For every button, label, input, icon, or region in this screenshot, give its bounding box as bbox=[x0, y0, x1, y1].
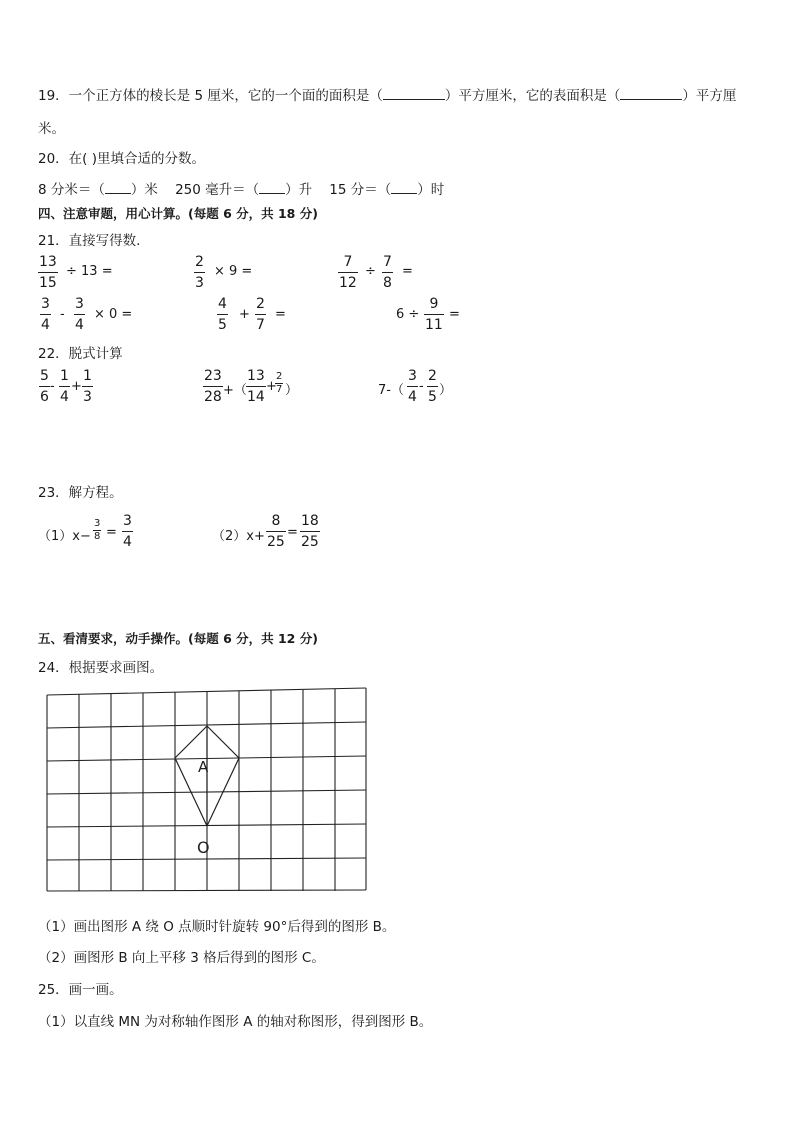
q23-e2-fraction-1: 8 25 bbox=[267, 513, 285, 550]
q24-grid-figure bbox=[40, 686, 374, 894]
q23-title: 23．解方程。 bbox=[38, 485, 123, 501]
q20-title: 20．在( )里填合适的分数。 bbox=[38, 151, 206, 167]
q21-r2a-fraction-2: 3 4 bbox=[75, 296, 84, 333]
q21-r2c-op: = bbox=[449, 307, 460, 322]
q22-b-op2: + bbox=[266, 379, 277, 394]
q21-r1c-fraction-1: 7 12 bbox=[339, 254, 357, 291]
q22-b-fraction-2: 13 14 bbox=[247, 368, 265, 405]
q20-blank-2[interactable] bbox=[259, 180, 285, 194]
section5-heading: 五、看清要求，动手操作。(每题 6 分，共 12 分) bbox=[38, 631, 318, 646]
q20-blank-3[interactable] bbox=[391, 180, 417, 194]
q20-blanks-line: 8 分米＝（ ）米 250 毫升＝（ ）升 15 分＝（ ）时 bbox=[38, 182, 445, 198]
label-o: O bbox=[197, 838, 210, 857]
q25-title: 25．画一画。 bbox=[38, 982, 123, 998]
q25-sub1: （1）以直线 MN 为对称轴作图形 A 的轴对称图形，得到图形 B。 bbox=[38, 1014, 433, 1030]
q21-r1b-op: × 9 = bbox=[214, 264, 253, 279]
q23-e1-pre: （1）x− bbox=[38, 529, 91, 544]
q22-b-close: ） bbox=[285, 383, 299, 398]
q23-e1-fraction-1: 3 8 bbox=[94, 518, 101, 542]
q22-title: 22．脱式计算 bbox=[38, 346, 123, 362]
label-a: A bbox=[198, 758, 209, 776]
q22-c-pre: 7-（ bbox=[378, 383, 404, 398]
q21-r2b-op: = bbox=[275, 307, 286, 322]
q22-b-fraction-3: 2 7 bbox=[276, 371, 283, 395]
section4-heading: 四、注意审题，用心计算。(每题 6 分，共 18 分) bbox=[38, 206, 318, 221]
q21-r1c-mid: ÷ bbox=[365, 264, 376, 279]
q24-sub2: （2）画图形 B 向上平移 3 格后得到的图形 C。 bbox=[38, 950, 325, 966]
q19-blank-face-area[interactable] bbox=[383, 86, 445, 100]
q19-blank-surface-area[interactable] bbox=[620, 86, 682, 100]
q21-r1c-fraction-2: 7 8 bbox=[383, 254, 392, 291]
q22-a-fraction-3: 1 3 bbox=[83, 368, 92, 405]
q21-r1a-op: ÷ 13 = bbox=[66, 264, 113, 279]
q20-blank-1[interactable] bbox=[105, 180, 131, 194]
q21-r2a-op: × 0 = bbox=[94, 307, 133, 322]
q21-r1a-fraction: 13 15 bbox=[39, 254, 57, 291]
q22-a-op1: - bbox=[50, 379, 55, 394]
q21-r2c-fraction: 9 11 bbox=[425, 296, 443, 333]
q19-line1: 19．一个正方体的棱长是 5 厘米，它的一个面的面积是（ ）平方厘米，它的表面积是（ ）平方厘 bbox=[38, 88, 737, 104]
q22-c-fraction-2: 2 5 bbox=[428, 368, 437, 405]
q23-e2-pre: （2）x+ bbox=[212, 529, 265, 544]
q23-e1-eq: = bbox=[106, 525, 117, 540]
q22-c-close: ） bbox=[439, 383, 453, 398]
q24-sub1: （1）画出图形 A 绕 O 点顺时针旋转 90°后得到的图形 B。 bbox=[38, 919, 396, 935]
q22-c-fraction-1: 3 4 bbox=[408, 368, 417, 405]
q22-a-fraction-2: 1 4 bbox=[60, 368, 69, 405]
q21-r2a-fraction-1: 3 4 bbox=[41, 296, 50, 333]
q22-a-fraction-1: 5 6 bbox=[40, 368, 49, 405]
q22-b-fraction-1: 23 28 bbox=[204, 368, 222, 405]
q19-line2: 米。 bbox=[38, 121, 65, 137]
q21-r2b-fraction-1: 4 5 bbox=[218, 296, 227, 333]
q22-a-op2: + bbox=[71, 379, 82, 394]
q21-title: 21．直接写得数. bbox=[38, 233, 141, 249]
q21-r2b-fraction-2: 2 7 bbox=[256, 296, 265, 333]
q24-title: 24．根据要求画图。 bbox=[38, 660, 164, 676]
q22-c-op1: - bbox=[419, 379, 424, 394]
q22-b-op1: +（ bbox=[223, 383, 247, 398]
q21-r1b-fraction: 2 3 bbox=[195, 254, 204, 291]
q21-r1c-op: = bbox=[402, 264, 413, 279]
q23-e2-eq: = bbox=[287, 525, 298, 540]
q21-r2a-mid: - bbox=[60, 307, 65, 322]
q21-r2c-pre: 6 ÷ bbox=[396, 307, 420, 322]
q21-r2b-mid: + bbox=[239, 307, 250, 322]
kite-shape bbox=[175, 726, 239, 826]
q23-e2-fraction-2: 18 25 bbox=[301, 513, 319, 550]
q23-e1-fraction-2: 3 4 bbox=[123, 513, 132, 550]
